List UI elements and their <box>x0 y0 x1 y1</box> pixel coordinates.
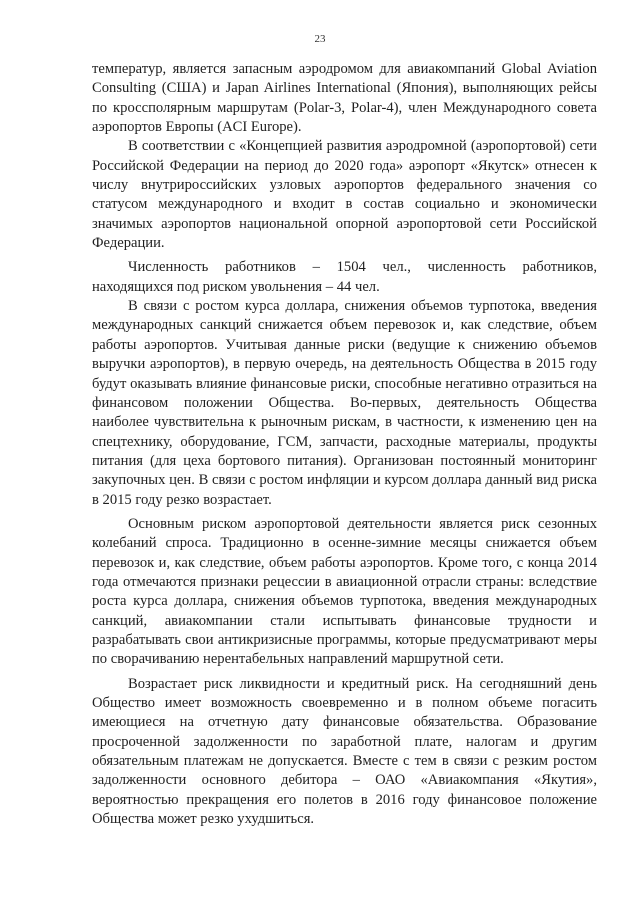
paragraph-seasonal-risk: Основным риском аэропортовой деятельности является риск сезонных колебаний спроса. Традиционно в осенне-зимние месяцы снижается объем перевозок и, как следствие, объем работы аэропортов. Кроме того, с конца 2014 года отмечаются признаки рецессии в авиационной отрасли страны: вследствие роста курса доллара, снижения объемов турпотока, введения международных санкций, авиакомпании стали испытывать финансовые трудности и разрабатывать свои антикризисные программы, которые предусматривают меры по сворачиванию нерентабельных направлений маршрутной сети. <box>92 515 597 668</box>
paragraph-liquidity-risk: Возрастает риск ликвидности и кредитный риск. На сегодняшний день Общество имеет возможность своевременно и в полном объеме погасить имеющиеся на отчетную дату финансовые обязательства. Образование просроченной задолженности по заработной плате, налогам и другим обязательным платежам не допускается. Вместе с тем в связи с резким ростом задолженности основного дебитора – ОАО «Авиакомпания «Якутия», вероятностью прекращения его полетов в 2016 году финансовое положение Общества может резко ухудшиться. <box>92 675 597 828</box>
page-number: 23 <box>314 33 326 45</box>
document-body <box>92 60 597 829</box>
paragraph-concept: В соответствии с «Концепцией развития аэродромной (аэропортовой) сети Российской Федерации на период до 2020 года» аэропорт «Якутск» отнесен к числу внутрироссийских узловых аэропортов федерального значения со статусом международного и входит в состав социально и экономически значимых аэропортов национальной опорной аэропортовой сети Российской Федерации. <box>92 138 597 252</box>
paragraph-financial-risks: В связи с ростом курса доллара, снижения объемов турпотока, введения международных санкций снижается объем перевозок и, как следствие, объем работы аэропортов. Учитывая данные риски (ведущие к снижению объемов выручки аэропортов), в первую очередь, на деятельность Общества в 2015 году будут оказывать влияние финансовые риски, способные негативно отразиться на финансовом положении Общества. Во-первых, деятельность Общества наиболее чувствительна к рыночным рискам, в частности, к изменению цен на спецтехнику, оборудование, ГСМ, запчасти, расходные материалы, продукты питания (для цеха бортового питания). Организован постоянный мониторинг закупочных цен. В связи с ростом инфляции и курсом доллара данный вид риска в 2015 году резко возрастает. <box>92 298 597 508</box>
paragraph-continuation: температур, является запасным аэродромом для авиакомпаний Global Aviation Consulting (США) и Japan Airlines International (Япония), выполняющих рейсы по кроссполярным маршрутам (Polar-3, Polar-4), член Международного совета аэропортов Европы (ACI Europe). <box>92 61 597 136</box>
paragraph-staff: Численность работников – 1504 чел., численность работников, находящихся под риском увольнения – 44 чел. <box>92 259 597 295</box>
